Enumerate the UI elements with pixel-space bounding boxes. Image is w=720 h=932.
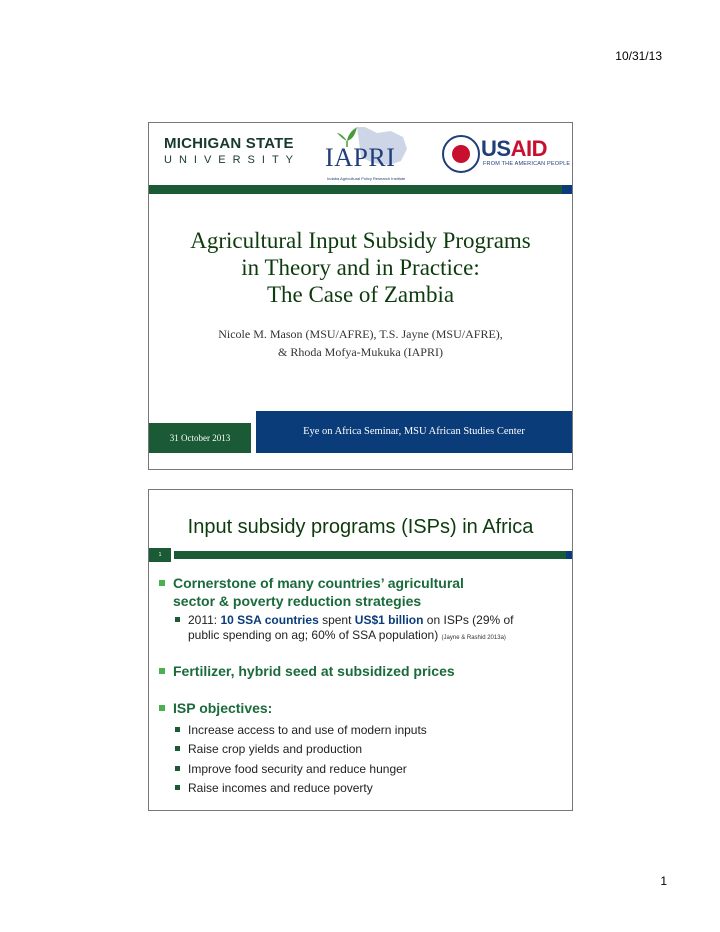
- usaid-logo: [481, 136, 547, 162]
- msu-logo: [164, 135, 300, 168]
- logo-bar: [149, 123, 572, 185]
- iapri-logo: [321, 127, 411, 181]
- sub-bullet-square-icon: [175, 727, 180, 732]
- authors-line: & Rhoda Mofya-Mukuka (IAPRI): [278, 345, 443, 359]
- footer-date: 31 October 2013: [149, 423, 251, 453]
- slide-number: 1: [149, 548, 171, 562]
- sub-text: Raise incomes and reduce poverty: [188, 781, 373, 795]
- sub-bullet-square-icon: [175, 617, 180, 622]
- bullet-text: ISP objectives:: [173, 700, 273, 716]
- sub-bullet-item: [175, 742, 362, 757]
- iapri-logo-subtitle: Indaba Agricultural Policy Research Institute: [327, 176, 406, 181]
- bullet-item: [159, 662, 455, 680]
- sub-text: Improve food security and reduce hunger: [188, 762, 407, 776]
- sub-text-bold: US$1 billion: [354, 613, 424, 627]
- slide-heading: Input subsidy programs (ISPs) in Africa: [187, 516, 534, 538]
- usaid-logo-us: US: [481, 136, 511, 161]
- header-bar: [149, 185, 572, 194]
- sub-bullet-square-icon: [175, 785, 180, 790]
- slide-title-text: [149, 227, 572, 308]
- sub-text: Increase access to and use of modern inputs: [188, 723, 427, 737]
- title-line: in Theory and in Practice:: [241, 255, 480, 280]
- usaid-tagline: FROM THE AMERICAN PEOPLE: [483, 161, 571, 167]
- sub-bullet-item: [175, 781, 373, 796]
- title-line: The Case of Zambia: [266, 282, 455, 307]
- sub-bullet-item: [175, 762, 407, 777]
- bullet-square-icon: [159, 580, 165, 586]
- heading-bar: [174, 551, 572, 559]
- sub-bullet-item: [175, 723, 427, 738]
- slide-isps: [148, 489, 573, 811]
- header-date: 10/31/13: [615, 49, 662, 63]
- sub-text: Raise crop yields and production: [188, 742, 363, 756]
- sub-text-bold: 10 SSA countries: [220, 613, 319, 627]
- bullet-item: [159, 699, 272, 717]
- iapri-logo-text: IAPRI: [325, 143, 396, 172]
- authors: [149, 325, 572, 361]
- citation: (Jayne & Rashid 2013a): [441, 635, 506, 641]
- sub-text: on ISPs (29% of: [423, 613, 514, 627]
- bullet-item: [159, 574, 464, 610]
- usaid-logo-aid: AID: [510, 136, 547, 161]
- bullet-text: Cornerstone of many countries’ agricultural: [173, 575, 464, 591]
- slide-title: [148, 122, 573, 470]
- msu-logo-line1: MICHIGAN STATE: [164, 135, 294, 152]
- sub-text: public spending on ag; 60% of SSA population): [188, 628, 439, 642]
- msu-logo-line2: UNIVERSITY: [164, 154, 301, 166]
- sub-bullet-square-icon: [175, 746, 180, 751]
- bullet-text: Fertilizer, hybrid seed at subsidized prices: [173, 663, 455, 679]
- sub-bullet-square-icon: [175, 766, 180, 771]
- authors-line: Nicole M. Mason (MSU/AFRE), T.S. Jayne (MSU/AFRE),: [218, 327, 503, 341]
- title-line: Agricultural Input Subsidy Programs: [190, 228, 531, 253]
- bullet-text: sector & poverty reduction strategies: [173, 593, 422, 609]
- page-number: 1: [660, 874, 667, 888]
- sub-bullet-item: [175, 613, 514, 646]
- bullet-square-icon: [159, 705, 165, 711]
- sub-text: spent: [318, 613, 355, 627]
- sub-text: 2011:: [188, 613, 221, 627]
- bullet-square-icon: [159, 668, 165, 674]
- footer-event: Eye on Africa Seminar, MSU African Studies Center: [256, 411, 572, 453]
- usaid-seal-icon: [442, 135, 480, 173]
